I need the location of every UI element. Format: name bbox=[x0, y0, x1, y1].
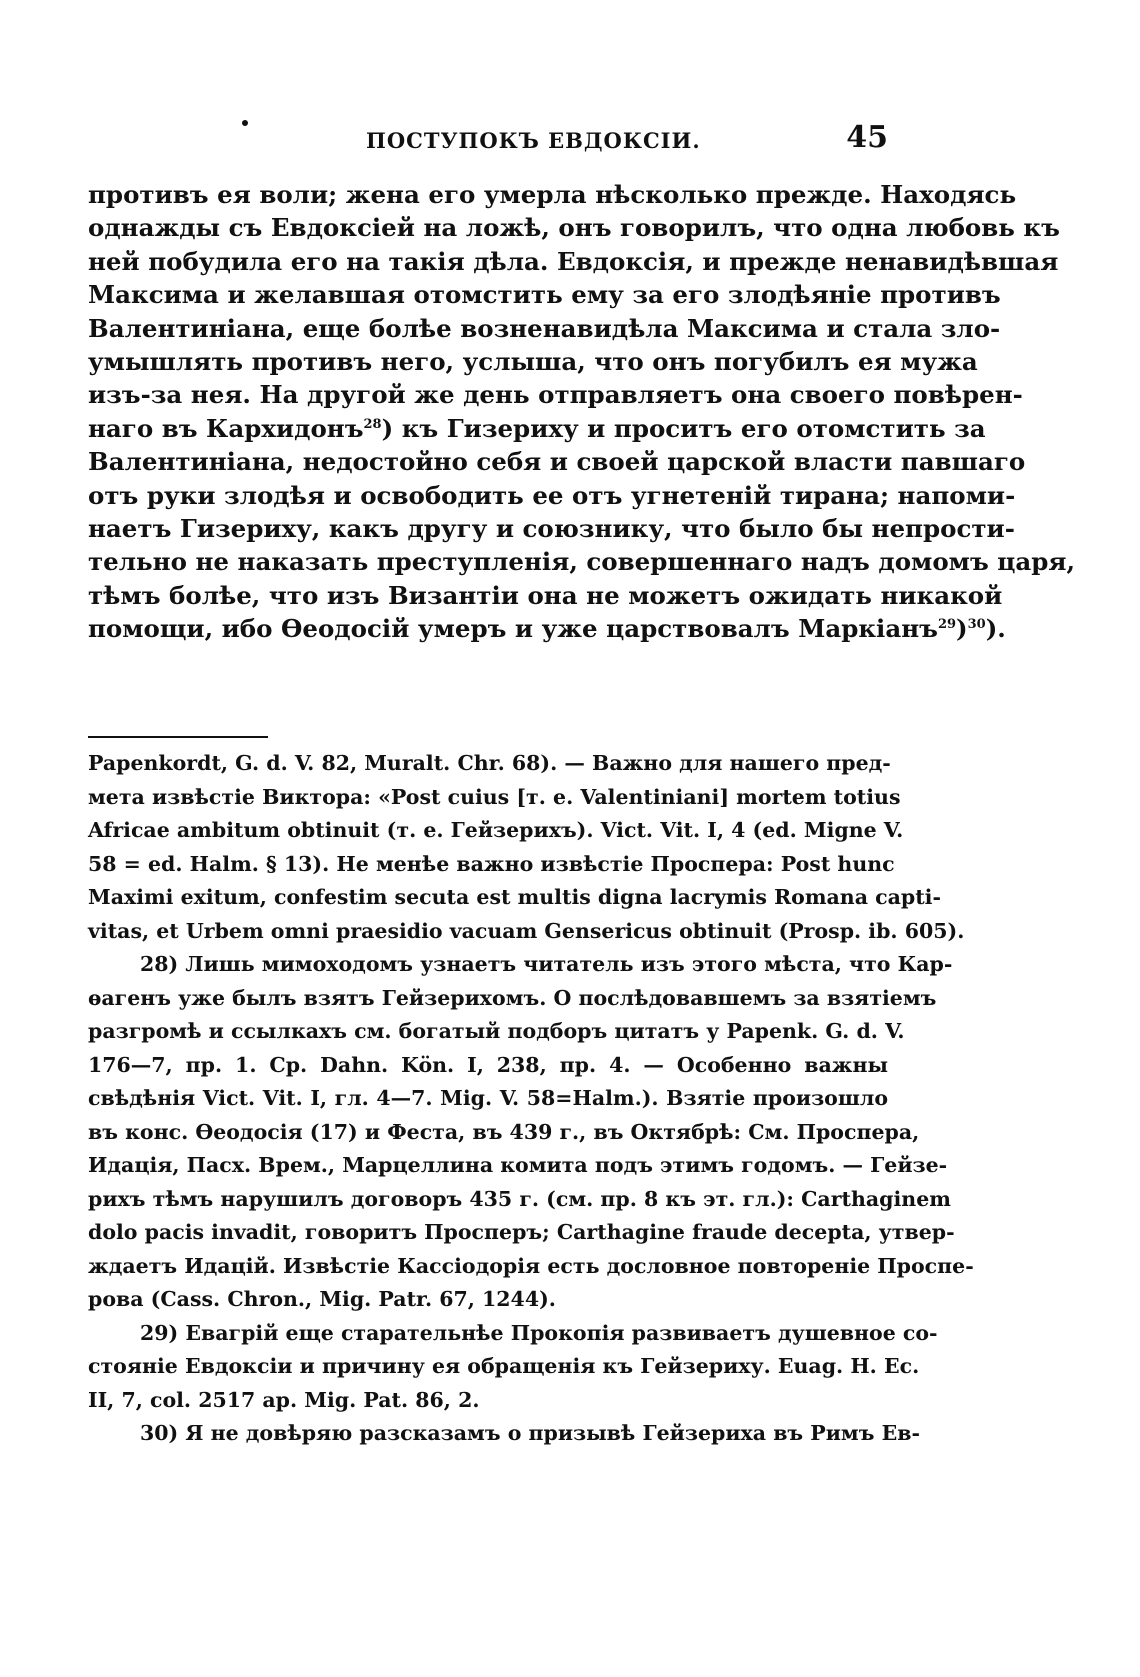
footnote-ref: 29 bbox=[937, 617, 957, 633]
footnote-line: 176—7, пр. 1. Ср. Dahn. Kön. I, 238, пр. 4. — Особенно важны bbox=[88, 1052, 888, 1077]
footnote-line: vitas, et Urbem omni praesidio vacuam Gensericus obtinuit (Prosp. ib. 605). bbox=[88, 918, 965, 943]
text-line: ней побудила его на такія дѣла. Евдоксія, и прежде ненавидѣвшая bbox=[88, 246, 1059, 276]
footnote-line: Идація, Пасх. Врем., Марцеллина комита подъ этимъ годомъ. — Гейзе- bbox=[88, 1153, 948, 1177]
text-line: однажды съ Евдоксіей на ложѣ, онъ говорилъ, что одна любовь къ bbox=[88, 213, 1060, 243]
footnote-line: въ конс. Өеодосія (17) и Феста, въ 439 г., въ Октябрѣ: См. Проспера, bbox=[88, 1119, 920, 1144]
footnote-line: стояніе Евдоксіи и причину ея обращенія къ Гейзериху. Euag. H. Ec. bbox=[88, 1354, 920, 1378]
text-line: противъ ея воли; жена его умерла нѣсколько прежде. Находясь bbox=[88, 180, 1017, 209]
footnote-line: II, 7, col. 2517 ар. Mig. Pat. 86, 2. bbox=[88, 1387, 480, 1412]
text-line: тельно не наказать преступленія, совершеннаго надъ домомъ царя, bbox=[88, 547, 1076, 577]
text-line: тѣмъ болѣе, что изъ Византіи она не можетъ ожидать никакой bbox=[88, 580, 1003, 610]
footnote-ref: 30 bbox=[967, 617, 986, 633]
running-header bbox=[88, 120, 888, 160]
footnote-29: 29) Евагрій еще старательнѣе Прокопія развиваетъ душевное со- bbox=[140, 1320, 938, 1345]
text-fragment: ) bbox=[956, 614, 968, 644]
footnote-line: Maximi exitum, confestim secuta est multis digna lacrymis Romana capti- bbox=[88, 885, 941, 909]
footnotes bbox=[88, 747, 974, 1451]
text-line bbox=[88, 412, 986, 445]
text-line: наетъ Гизериху, какъ другу и союзнику, что было бы непрости- bbox=[88, 514, 1015, 544]
page-number: 45 bbox=[846, 120, 888, 155]
main-text bbox=[88, 178, 1076, 646]
footnote-30: 30) Я не довѣряю разсказамъ о призывѣ Гейзериха въ Римъ Ев- bbox=[140, 1421, 920, 1445]
footnote-rule bbox=[88, 736, 268, 738]
text-fragment: ). bbox=[985, 614, 1006, 644]
text-line: Валентиніана, недостойно себя и своей царской власти павшаго bbox=[88, 447, 1026, 477]
text-fragment: наго въ Кархидонъ bbox=[88, 413, 364, 443]
footnote-line: ждаетъ Идацій. Извѣстіе Кассіодорія есть дословное повтореніе Проспе- bbox=[88, 1253, 974, 1278]
footnote-line: рихъ тѣмъ нарушилъ договоръ 435 г. (см. пр. 8 къ эт. гл.): Carthaginem bbox=[88, 1186, 951, 1211]
running-title: ПОСТУПОКЪ ЕВДОКСІИ. bbox=[366, 128, 701, 153]
footnote-line: Africae ambitum obtinuit (т. е. Гейзерихъ). Vict. Vit. I, 4 (ed. Migne V. bbox=[88, 818, 904, 842]
text-line: Валентиніана, еще болѣе возненавидѣла Максима и стала зло- bbox=[88, 313, 1001, 343]
footnote-line: 58 = ed. Halm. § 13). Не менѣе важно извѣстіе Проспера: Post hunc bbox=[88, 851, 895, 876]
text-fragment: помощи, ибо Өеодосій умеръ и уже царствовалъ Маркіанъ bbox=[88, 614, 938, 644]
text-fragment: ) къ Гизериху и проситъ его отомстить за bbox=[381, 413, 986, 443]
text-line: умышлять противъ него, услыша, что онъ погубилъ ея мужа bbox=[88, 347, 978, 377]
text-line: изъ-за нея. На другой же день отправляетъ она своего повѣрен- bbox=[88, 380, 1023, 410]
footnote-ref: 28 bbox=[363, 416, 382, 432]
footnote-line: ѳагенъ уже былъ взятъ Гейзерихомъ. О послѣдовавшемъ за взятіемъ bbox=[88, 985, 937, 1010]
footnote-line: Papenkordt, G. d. V. 82, Muralt. Chr. 68). — Важно для нашего пред- bbox=[88, 751, 891, 775]
footnote-28: 28) Лишь мимоходомъ узнаетъ читатель изъ этого мѣста, что Кар- bbox=[140, 952, 953, 976]
text-line bbox=[88, 612, 1006, 645]
footnote-line: dolo pacis invadit, говоритъ Просперъ; Carthagine fraude decepta, утвер- bbox=[88, 1220, 955, 1244]
text-line: отъ руки злодѣя и освободить ее отъ угнетеній тирана; напоми- bbox=[88, 480, 1016, 510]
footnote-line: рова (Cass. Chron., Mig. Patr. 67, 1244). bbox=[88, 1287, 556, 1311]
footnote-line: мета извѣстіе Виктора: «Post cuius [т. е. Valentiniani] mortem totius bbox=[88, 784, 901, 809]
text-line: Максима и желавшая отомстить ему за его злодѣяніе противъ bbox=[88, 280, 1001, 310]
footnote-line: разгромѣ и ссылкахъ см. богатый подборъ цитатъ у Papenk. G. d. V. bbox=[88, 1019, 905, 1043]
footnote-line: свѣдѣнія Vict. Vit. I, гл. 4—7. Mig. V. 58=Halm.). Взятіе произошло bbox=[88, 1086, 888, 1110]
